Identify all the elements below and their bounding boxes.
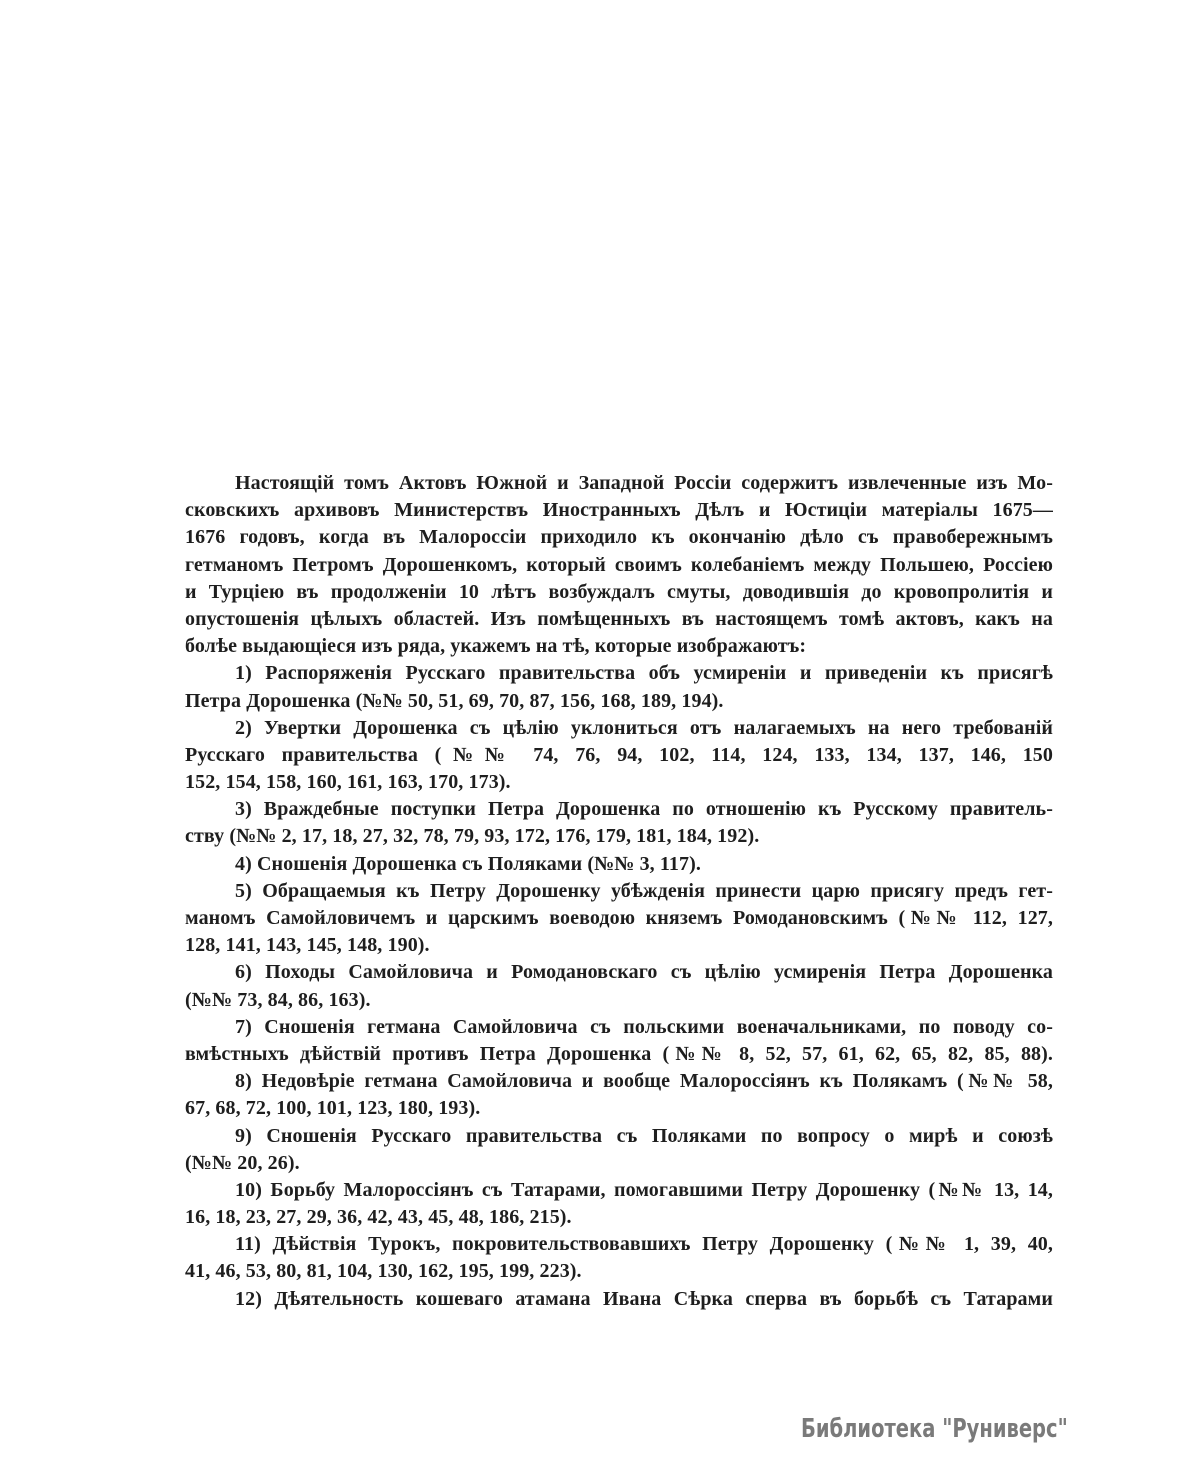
- list-item-7: [185, 1014, 1053, 1068]
- text-line: 3) Враждебные поступки Петра Дорошенка по отношенію къ Русскому правитель-: [235, 798, 1053, 821]
- text-line: и Турціею въ продолженіи 10 лѣтъ возбуждалъ смуты, доводившія до кровопролитія и: [185, 580, 1053, 603]
- text-line: Петра Дорошенка (№№ 50, 51, 69, 70, 87, 156, 168, 189, 194).: [185, 689, 724, 712]
- list-item-8: [185, 1068, 1053, 1122]
- list-item-5: [185, 878, 1053, 960]
- text-line: 41, 46, 53, 80, 81, 104, 130, 162, 195, 199, 223).: [185, 1260, 582, 1283]
- list-item-1: [185, 660, 1053, 714]
- list-item-10: [185, 1177, 1053, 1231]
- text-line: 10) Борьбу Малороссіянъ съ Татарами, помогавшими Петру Дорошенку (№№ 13, 14,: [235, 1178, 1053, 1201]
- text-line: болѣе выдающіеся изъ ряда, укажемъ на тѣ, которые изображаютъ:: [185, 635, 807, 658]
- text-line: 7) Сношенія гетмана Самойловича съ польскими военачальниками, по поводу со-: [235, 1015, 1053, 1038]
- text-line: 6) Походы Самойловича и Ромодановскаго съ цѣлію усмиренія Петра Дорошенка: [235, 961, 1053, 984]
- text-line: сковскихъ архивовъ Министерствъ Иностранныхъ Дѣлъ и Юстиціи матеріалы 1675—: [185, 499, 1053, 522]
- text-line: 11) Дѣйствія Турокъ, покровительствовавшихъ Петру Дорошенку (№№ 1, 39, 40,: [235, 1233, 1053, 1256]
- text-line: Настоящій томъ Актовъ Южной и Западной Россіи содержитъ извлеченные изъ Мо-: [235, 472, 1053, 494]
- list-item-12: [185, 1286, 1053, 1313]
- text-line: 1) Распоряженія Русскаго правительства объ усмиреніи и приведеніи къ присягѣ: [235, 662, 1053, 685]
- text-line: вмѣстныхъ дѣйствій противъ Петра Дорошенка (№№ 8, 52, 57, 61, 62, 65, 82, 85, 88).: [185, 1042, 1053, 1065]
- text-line: 9) Сношенія Русскаго правительства съ Поляками по вопросу о мирѣ и союзѣ: [235, 1124, 1053, 1147]
- text-line: 12) Дѣятельность кошеваго атамана Ивана Сѣрка сперва въ борьбѣ съ Татарами: [235, 1287, 1053, 1310]
- text-line: 8) Недовѣріе гетмана Самойловича и вообще Малороссіянъ къ Полякамъ (№№ 58,: [235, 1070, 1053, 1093]
- text-line: 2) Увертки Дорошенка съ цѣлію уклониться отъ налагаемыхъ на него требованій: [235, 716, 1053, 739]
- text-line: (№№ 73, 84, 86, 163).: [185, 988, 371, 1011]
- text-line: (№№ 20, 26).: [185, 1151, 300, 1174]
- text-line: 5) Обращаемыя къ Петру Дорошенку убѣжденія принести царю присягу предъ гет-: [235, 879, 1053, 902]
- text-line: 16, 18, 23, 27, 29, 36, 42, 43, 45, 48, 186, 215).: [185, 1206, 572, 1229]
- body-text: [185, 470, 1053, 1313]
- text-line: 4) Сношенія Дорошенка съ Поляками (№№ 3, 117).: [235, 852, 701, 875]
- text-line: 152, 154, 158, 160, 161, 163, 170, 173).: [185, 771, 511, 794]
- text-line: гетманомъ Петромъ Дорошенкомъ, который своимъ колебаніемъ между Польшею, Россіею: [185, 553, 1053, 576]
- list-item-9: [185, 1123, 1053, 1177]
- list-item-2: [185, 715, 1053, 797]
- text-line: опустошенія цѣлыхъ областей. Изъ помѣщенныхъ въ настоящемъ томѣ актовъ, какъ на: [185, 607, 1053, 630]
- text-line: Русскаго правительства (№№ 74, 76, 94, 102, 114, 124, 133, 134, 137, 146, 150: [185, 743, 1053, 766]
- text-line: маномъ Самойловичемъ и царскимъ воеводою княземъ Ромодановскимъ (№№ 112, 127,: [185, 907, 1053, 929]
- list-item-6: [185, 959, 1053, 1013]
- list-item-4: [185, 851, 1053, 878]
- library-watermark: Библиотека "Руниверс": [801, 1414, 1068, 1444]
- list-item-11: [185, 1231, 1053, 1285]
- intro-paragraph: [185, 470, 1053, 660]
- text-line: ству (№№ 2, 17, 18, 27, 32, 78, 79, 93, 172, 176, 179, 181, 184, 192).: [185, 825, 760, 848]
- list-item-3: [185, 796, 1053, 850]
- text-line: 128, 141, 143, 145, 148, 190).: [185, 934, 430, 957]
- text-line: 1676 годовъ, когда въ Малороссіи приходило къ окончанію дѣло съ правобережнымъ: [185, 526, 1053, 549]
- text-line: 67, 68, 72, 100, 101, 123, 180, 193).: [185, 1097, 481, 1120]
